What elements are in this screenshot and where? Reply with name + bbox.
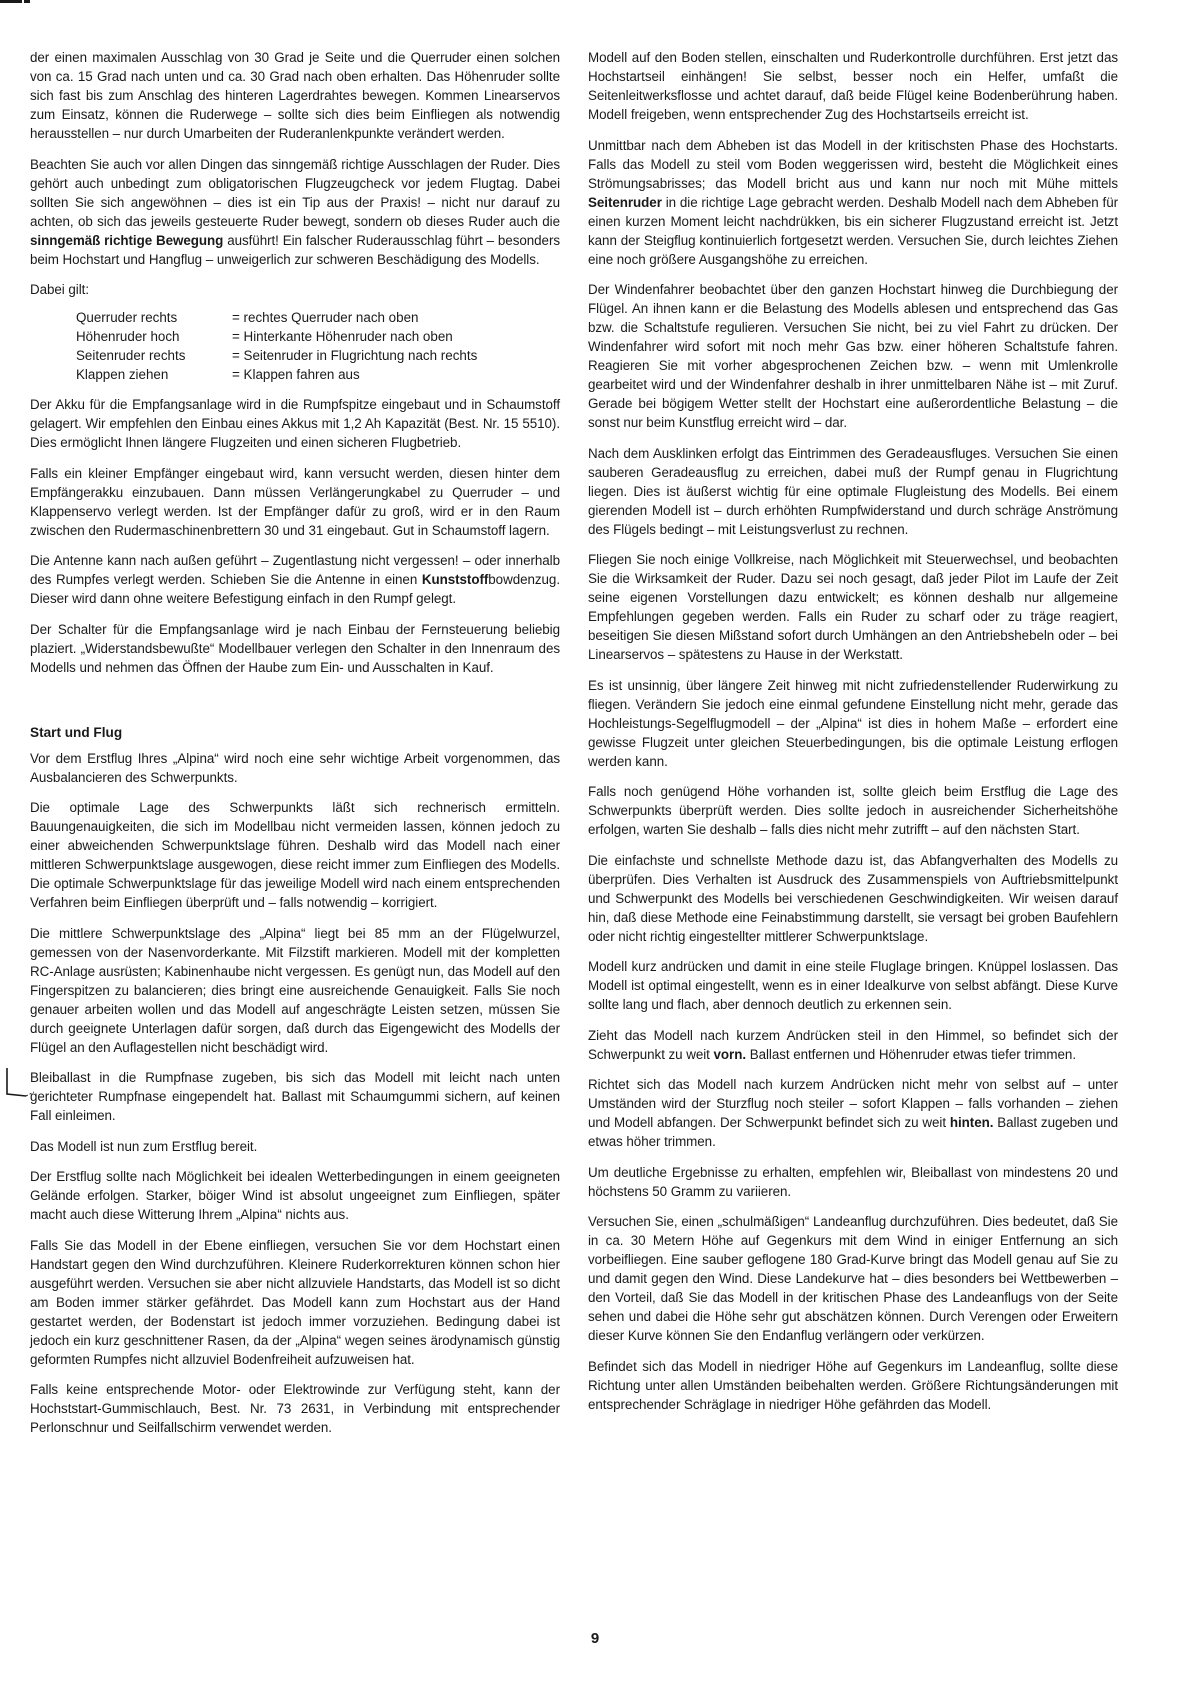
left-column [30,48,560,1449]
emphasis-forward: vorn. [713,1046,747,1062]
paragraph-trim-straight: Nach dem Ausklinken erfolgt das Eintrimmen des Geradeausfluges. Versuchen Sie einen sauberen Geradeausflug zu erreichen, dabei muß der Rumpf genau in Flugrichtung liegen. Dies ist äußerst wichtig für eine optimale Flugleistung des Modells. Bei einem gierenden Modell ist – durch erhöhten Rumpfwiderstand und durch schräge Anströmung des Flügels bedingt – mit Leistungsverlust zu rechnen. [588,445,1118,537]
emphasis-correct-movement: sinngemäß richtige Bewegung [30,232,224,248]
paragraph-ballast-range: Um deutliche Ergebnisse zu erhalten, empfehlen wir, Bleiballast von mindestens 20 und höchstens 50 Gramm zu variieren. [588,1164,1118,1199]
rule-definition: = Klappen fahren aus [232,367,360,382]
paragraph-switch: Der Schalter für die Empfangsanlage wird je nach Einbau der Fernsteuerung beliebig plaziert. „Widerstandsbewußte“ Modellbauer verlegen den Schalter in den Innenraum des Modells und nehmen das Öffnen der Haube zum Ein- und Ausschalten in Kauf. [30,621,560,675]
paragraph-first-flight-intro: Vor dem Erstflug Ihres „Alpina“ wird noch eine sehr wichtige Arbeit vorgenommen, das Ausbalancieren des Schwerpunkts. [30,750,560,785]
paragraph-critical-phase: Unmittbar nach dem Abheben ist das Modell in der kritischsten Phase des Hochstarts. Falls das Modell zu steil vom Boden weggerissen wird, besteht die Möglichkeit eines Strömungsabrisses; das Modell bricht aus und kann nur noch mit Mühe mittels Seitenruder in die richtige Lage gebracht werden. Deshalb Modell nach dem Abheben für einen kurzen Moment leicht nachdrükken, bis ein sicherer Flugzustand erreicht ist. Jetzt kann der Steigflug kontinuierlich fortgesetzt werden. Versuchen Sie, durch leichtes Ziehen eine noch größere Ausgangshöhe zu erreichen. [588,137,1118,267]
paragraph-cg-position: Die mittlere Schwerpunktslage des „Alpina“ liegt bei 85 mm an der Flügelwurzel, gemessen von der Nasenvorderkante. Mit Filzstift markieren. Modell mit der kompletten RC-Anlage ausrüsten; Kabinenhaube nicht vergessen. Es genügt nun, das Modell auf den Fingerspitzen zu balancieren; dies bringt eine ausreichende Genauigkeit. Falls Sie noch genauer arbeiten wollen und das Modell auf angeschrägte Leisten setzen, müssen Sie durch geeignete Unterlagen dafür sorgen, daß durch das Eigengewicht des Modells der Flügel an den Auflagestellen nicht beschädigt wird. [30,925,560,1055]
paragraph-battery: Der Akku für die Empfangsanlage wird in die Rumpfspitze eingebaut und in Schaumstoff gelagert. Wir empfehlen den Einbau eines Akkus mit 1,2 Ah Kapazität (Best. Nr. 15 5510). Dies ermöglicht Ihnen längere Flugzeiten und einen sicheren Flugbetrieb. [30,397,560,450]
rule-row [76,308,560,327]
section-heading-start-and-flight: Start und Flug [30,724,123,740]
rule-row [76,365,560,384]
rule-row [76,327,560,346]
paragraph-weather: Der Erstflug sollte nach Möglichkeit bei idealen Wetterbedingungen in einem geeigneten Gelände erfolgen. Starker, böiger Wind ist absolut ungeeignet zum Einfliegen, später macht auch diese Witterung Ihrem „Alpina“ nichts aus. [30,1169,560,1222]
paragraph-rudder-travel: der einen maximalen Ausschlag von 30 Grad je Seite und die Querruder einen solchen von ca. 15 Grad nach unten und ca. 30 Grad nach oben erhalten. Das Höhenruder sollte sich fast bis zum Anschlag des hinteren Lagerdrahtes bewegen. Kommen Linearservos zum Einsatz, können die Ruderwege – sollte sich dies beim Einfliegen als notwendig herausstellen – nur durch Umarbeiten der Ruderanlenkpunkte verändert werden. [30,50,560,141]
rudder-rules-list [76,308,560,384]
paragraph-rules-intro: Dabei gilt: [30,282,89,297]
paragraph-cg-calculation: Die optimale Lage des Schwerpunkts läßt sich rechnerisch ermitteln. Bauungenauigkeiten, die sich im Modellbau nicht vermeiden lassen, können jedoch zu einer abweichenden Schwerpunktslage führen. Deshalb wird das Modell nach einer mittleren Schwerpunktslage ausgewogen, diese reicht immer zum Einfliegen des Modells. Die optimale Schwerpunktslage für das jeweilige Modell wird nach einem entsprechenden Verfahren beim Einfliegen überprüft und – falls notwendig – korrigiert. [30,800,560,910]
paragraph-tail-heavy: Richtet sich das Modell nach kurzem Andrücken nicht mehr von selbst auf – unter Umständen wird der Sturzflug noch steiler – sofort Klappen – falls vorhanden – ziehen und Modell abfangen. Der Schwerpunkt befindet sich zu weit hinten. Ballast zugeben und etwas höher trimmen. [588,1077,1118,1149]
scan-corner-mark-small [24,0,30,3]
paragraph-pre-launch: Modell auf den Boden stellen, einschalten und Ruderkontrolle durchführen. Erst jetzt das Hochstartseil einhängen! Sie selbst, besser noch ein Helfer, umfaßt die Seitenleitwerksflosse und achtet darauf, daß beide Flügel keine Bodenberührung haben. Modell freigeben, wenn entsprechender Zug des Hochstartseils erreicht ist. [588,50,1118,122]
rule-term: Höhenruder hoch [76,329,180,344]
paragraph-final-approach: Befindet sich das Modell in niedriger Höhe auf Gegenkurs im Landeanflug, sollte diese Richtung unter allen Umständen beibehalten werden. Größere Richtungsänderungen mit entsprechender Schräglage in niedriger Höhe gefährden das Modell. [588,1358,1118,1412]
emphasis-plastic: Kunststoff [421,572,489,587]
paragraph-landing-approach: Versuchen Sie, einen „schulmäßigen“ Landeanflug durchzuführen. Dies bedeutet, daß Sie in ca. 30 Metern Höhe auf Gegenkurs mit dem Wind in einiger Entfernung an sich vorbeifliegen. Eine sauber geflogene 180 Grad-Kurve bringt das Modell genau auf Sie zu und damit gegen den Wind. Diese Landekurve hat – dies besonders bei Wettbewerben – den Vorteil, daß Sie das Modell in der kritischen Phase des Landeanflugs von der Seite sehen und dabei die Höhe sehr gut abschätzen können. Durch Verengen oder Erweitern dieser Kurve können Sie den Endanflug verlängern oder verkürzen. [588,1214,1118,1343]
paragraph-circles: Fliegen Sie noch einige Vollkreise, nach Möglichkeit mit Steuerwechsel, und beobachten Sie die Wirksamkeit der Ruder. Dazu sei noch gesagt, daß jeder Pilot im Laufe der Zeit seine eigenen Vorstellungen dazu entwickelt; es können deshalb nur allgemeine Empfehlungen gegeben werden. Falls ein Ruder zu scharf oder zu träge reagiert, beseitigen Sie diesen Mißstand sofort durch Umhängen an den Antriebshebeln oder – bei Linearservos – spätestens zu Hause in der Werkstatt. [588,552,1118,662]
paragraph-nose-heavy: Zieht das Modell nach kurzem Andrücken steil in den Himmel, so befindet sich der Schwerpunkt zu weit vorn. Ballast entfernen und Höhenruder etwas tiefer trimmen. [588,1027,1118,1062]
paragraph-correct-deflection: Beachten Sie auch vor allen Dingen das sinngemäß richtige Ausschlagen der Ruder. Dies gehört auch unbedingt zum obligatorischen Flugzeugcheck vor jedem Flugtag. Dabei sollten Sie sich angewöhnen – dies ist ein Tip aus der Praxis! – nicht nur darauf zu achten, ob sich das jeweils gesteuerte Ruder bewegt, sondern ob dieses Ruder auch die sinngemäß richtige Bewegung ausführt! Ein falscher Ruderausschlag führt – besonders beim Hochstart und Hangflug – unweigerlich zur schweren Beschädigung des Modells. [30,156,560,267]
paragraph-winch-operator: Der Windenfahrer beobachtet über den ganzen Hochstart hinweg die Durchbiegung der Flügel. An ihnen kann er die Belastung des Modells ablesen und entsprechend das Gas bzw. die Schaltstufe regulieren. Versuchen Sie nicht, bei zu viel Fahrt zu drücken. Der Windenfahrer wird sofort mit noch mehr Gas bzw. einer höheren Schaltstufe fahren. Reagieren Sie mit vorher abgesprochenen Zeichen bzw. – wenn mit Umlenkrolle gearbeitet wird und der Windenfahrer deshalb in ihrer unmittelbaren Nähe ist – mit Zuruf. Gerade bei bögigem Wetter stellt der Hochstart eine außerordentliche Belastung – die sonst nur beim Kunstflug erreicht wird – dar. [588,282,1118,430]
rule-term: Querruder rechts [76,310,178,325]
paragraph-receiver: Falls ein kleiner Empfänger eingebaut wird, kann versucht werden, diesen hinter dem Empfängerakku einzubauen. Dann müssen Verlängerungkabel zu Querruder – und Klappenservo verlegt werden. Ist der Empfänger dafür zu groß, wird er in den Raum zwischen den Rudermaschinenbrettern 30 und 31 eingebaut. Gut in Schaumstoff lagern. [30,465,560,538]
right-column [588,48,1118,1425]
scan-corner-mark [0,0,22,3]
paragraph-dive-procedure: Modell kurz andrücken und damit in eine steile Fluglage bringen. Knüppel loslassen. Das Modell ist optimal eingestellt, wenn es in einer Idealkurve von selbst abfängt. Diese Kurve sollte lang und flach, aber dennoch deutlich zu erkennen sein. [588,959,1118,1012]
paragraph-winch: Falls keine entsprechende Motor- oder Elektrowinde zur Verfügung steht, kann der Hochststart-Gummischlauch, Best. Nr. 73 2631, in Verbindung mit entsprechender Perlonschnur und Seilfallschirm verwendet werden. [30,1382,560,1435]
emphasis-rudder: Seitenruder [588,194,662,210]
rule-definition: = Seitenruder in Flugrichtung nach rechts [232,348,478,363]
rule-row [76,346,560,365]
emphasis-aft: hinten. [949,1115,994,1130]
paragraph-settings: Es ist unsinnig, über längere Zeit hinweg mit nicht zufriedenstellender Ruderwirkung zu fliegen. Verändern Sie jedoch eine einmal gefundene Einstellung nicht mehr, gerade das Hochleistungs-Segelflugmodell – der „Alpina“ ist dies in hohem Maße – erfordert eine gewisse Flugzeit unter gleichen Steuerbedingungen, bis die optimale Leistung erflogen werden kann. [588,677,1118,769]
paragraph-dive-test: Die einfachste und schnellste Methode dazu ist, das Abfangverhalten des Modells zu überprüfen. Dies Verhalten ist Ausdruck des Zusammenspiels von Auftriebsmittelpunkt und Schwerpunkt des Modells bei verschiedenen Geschwindigkeiten. Wir weisen darauf hin, daß diese Methode eine Feinabstimmung darstellt, sie versagt bei groben Baufehlern oder nicht richtig eingestellter mittlerer Schwerpunktslage. [588,852,1118,944]
rule-term: Seitenruder rechts [76,348,186,363]
rule-term: Klappen ziehen [76,367,169,382]
rule-definition: = rechtes Querruder nach oben [232,310,419,325]
paragraph-antenna: Die Antenne kann nach außen geführt – Zugentlastung nicht vergessen! – oder innerhalb des Rumpfes verlegt werden. Schieben Sie die Antenne in einen Kunststoffbowdenzug. Dieser wird dann ohne weitere Befestigung einfach in den Rumpf gelegt. [30,553,560,606]
paragraph-check-cg: Falls noch genügend Höhe vorhanden ist, sollte gleich beim Erstflug die Lage des Schwerpunkts überprüft werden. Dies sollte jedoch in ausreichender Sicherheitshöhe erfolgen, warten Sie deshalb – falls dies nicht mehr zutrifft – auf den nächsten Start. [588,784,1118,837]
paragraph-ballast: Bleiballast in die Rumpfnase zugeben, bis sich das Modell mit leicht nach unten gerichteter Rumpfnase eingependelt hat. Ballast mit Schaumgummi sichern, auf keinen Fall einleimen. [30,1070,560,1123]
rule-definition: = Hinterkante Höhenruder nach oben [232,329,453,344]
paragraph-ready: Das Modell ist nun zum Erstflug bereit. [30,1138,258,1154]
paragraph-hand-launch: Falls Sie das Modell in der Ebene einfliegen, versuchen Sie vor dem Hochstart einen Handstart gegen den Wind durchzuführen. Kleinere Ruderkorrekturen können schon hier ausgeführt werden. Versuchen sie aber nicht allzuviele Handstarts, das Modell ist so dicht am Boden immer stärker gefährdet. Das Modell kann zum Hochstart aus der Hand gestartet werden, der Bodenstart ist jedoch immer vorzuziehen. Bedingung dabei ist jedoch ein kurz geschnittener Rasen, da der „Alpina“ wegen seines ärodynamisch günstig geformten Rumpfes nicht allzuviel Bodenfreiheit aufzuweisen hat. [30,1237,560,1367]
page-number: 9 [590,1630,600,1647]
